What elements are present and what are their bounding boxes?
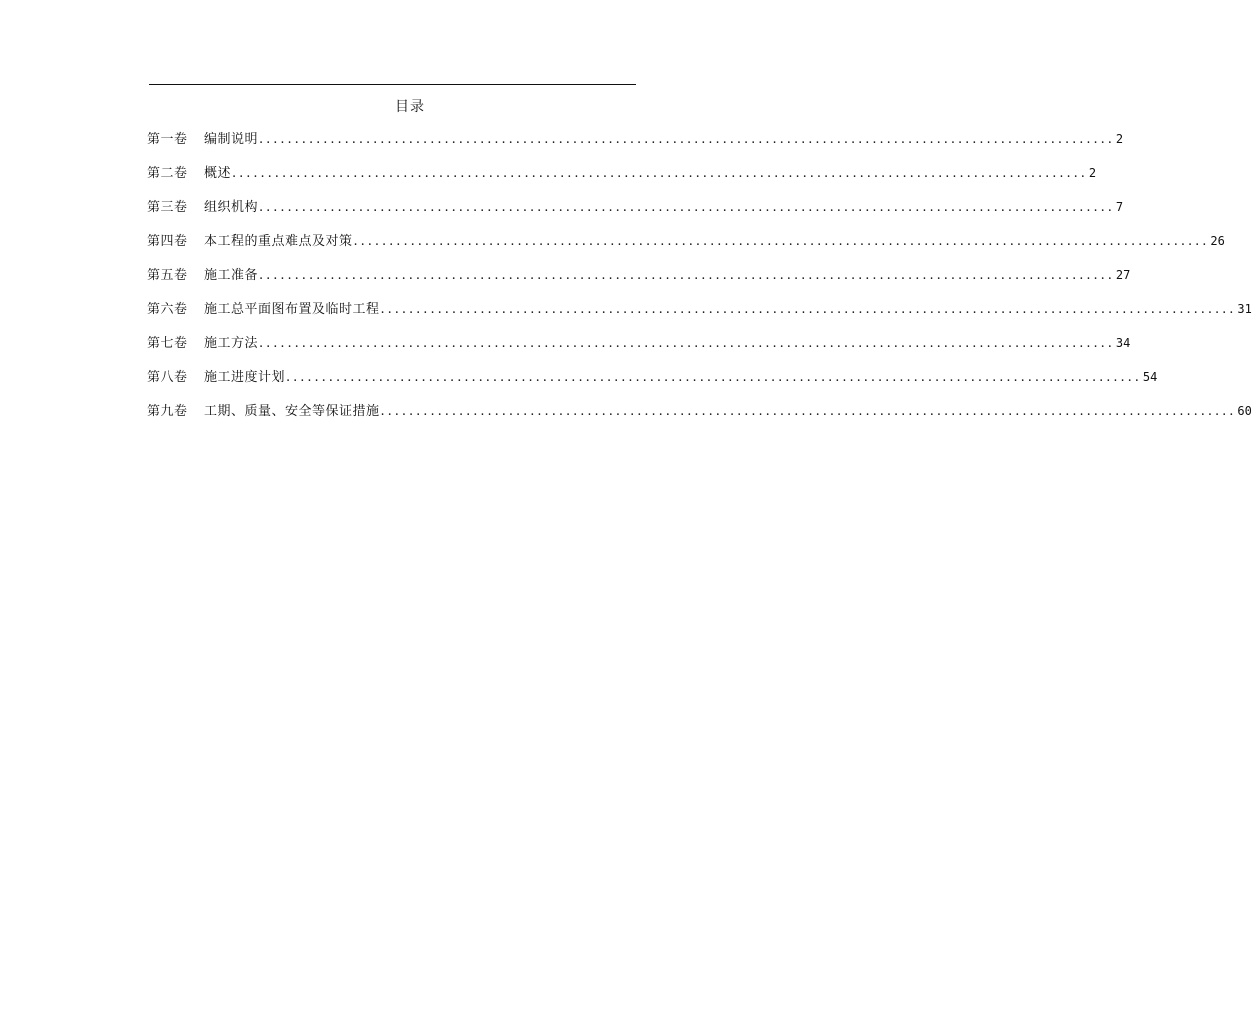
dot-leader: ........................................................................................................................ [232,166,1088,181]
toc-page-number: 27 [1115,268,1131,282]
dot-leader: ........................................................................................................................ [380,302,1237,317]
toc-volume: 第一卷 [147,132,188,147]
dot-leader: ........................................................................................................................ [380,404,1237,419]
dot-leader: ........................................................................................................................ [259,132,1115,147]
toc-volume: 第三卷 [147,200,188,215]
toc-page-number: 60 [1237,404,1252,418]
dot-leader: ........................................................................................................................ [353,234,1210,249]
toc-volume: 第七卷 [147,336,188,351]
toc-entry[interactable] [147,196,1124,230]
toc-page-number: 54 [1142,370,1158,384]
toc-entry[interactable] [147,264,1131,298]
toc-entry-title: 施工方法 [204,336,259,351]
toc-entry-title: 概述 [204,166,232,181]
toc-entry[interactable] [147,400,1252,434]
toc-volume: 第九卷 [147,404,188,419]
toc-title: 目录 [395,99,425,115]
toc-entry[interactable] [147,162,1097,196]
toc-entry-title: 本工程的重点难点及对策 [204,234,353,249]
toc-page-number: 2 [1115,132,1124,146]
toc-entry-title: 编制说明 [204,132,259,147]
table-of-contents [147,128,1252,434]
toc-entry[interactable] [147,332,1131,366]
toc-page-number: 34 [1115,336,1131,350]
dot-leader: ........................................................................................................................ [259,336,1115,351]
toc-page-number: 26 [1210,234,1225,248]
toc-entry-title: 组织机构 [204,200,259,215]
toc-volume: 第二卷 [147,166,188,181]
toc-entry-title: 工期、质量、安全等保证措施 [204,404,380,419]
toc-volume: 第四卷 [147,234,188,249]
dot-leader: ........................................................................................................................ [286,370,1142,385]
toc-page-number: 2 [1088,166,1097,180]
toc-entry[interactable] [147,128,1124,162]
toc-entry-title: 施工进度计划 [204,370,286,385]
toc-page-number: 31 [1237,302,1252,316]
toc-entry[interactable] [147,366,1158,400]
toc-entry-title: 施工准备 [204,268,259,283]
toc-volume: 第八卷 [147,370,188,385]
toc-entry[interactable] [147,230,1225,264]
header-rule [149,84,636,85]
toc-page-number: 7 [1115,200,1124,214]
dot-leader: ........................................................................................................................ [259,200,1115,215]
toc-volume: 第五卷 [147,268,188,283]
dot-leader: ........................................................................................................................ [259,268,1115,283]
toc-entry-title: 施工总平面图布置及临时工程 [204,302,380,317]
toc-entry[interactable] [147,298,1252,332]
toc-volume: 第六卷 [147,302,188,317]
